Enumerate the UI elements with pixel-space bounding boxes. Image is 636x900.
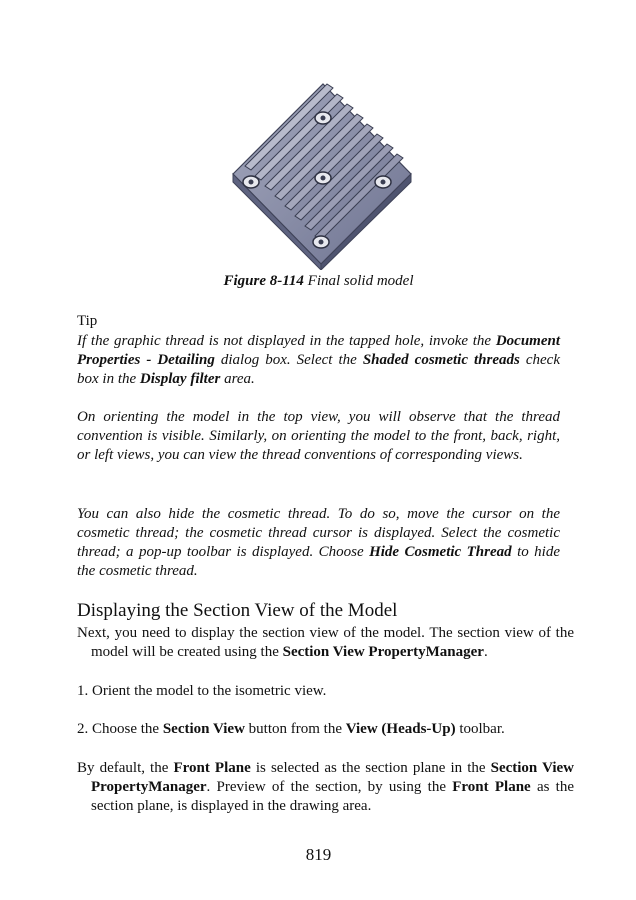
figure-label: Figure 8-114 (223, 273, 304, 289)
bold-term: Document Properties - Detailing (77, 333, 560, 368)
text-run: is selected as the section plane in the (250, 760, 491, 776)
step-1 (77, 682, 560, 701)
text-run: to hide the cosmetic thread. (77, 544, 560, 579)
tip-heading: Tip (77, 313, 98, 329)
figure-title: Final solid model (307, 273, 414, 289)
heatsink-solid-model-figure (227, 78, 417, 270)
figure-caption (77, 273, 560, 290)
tip-paragraph-3 (77, 505, 560, 581)
tip-paragraph-1 (77, 332, 560, 389)
text-run: Next, you need to display the section view of the model. The section view of the model will be created using the (77, 625, 574, 660)
text-run: If the graphic thread is not displayed in the tapped hole, invoke the (77, 333, 496, 349)
text-run: . (483, 644, 488, 660)
bold-term: Section View PropertyManager (91, 760, 575, 795)
default-plane-paragraph (77, 759, 574, 816)
bold-term: Shaded cosmetic threads (362, 352, 520, 368)
bold-term: Display filter (139, 371, 221, 387)
text-run: button from the (244, 721, 346, 737)
text-run: You can also hide the cosmetic thread. To do so, move the cursor on the cosmetic thread; the cosmetic thread cursor is displayed. Select the cosmetic thread; a pop-up toolbar is displayed. Choose (77, 506, 560, 560)
text-run: By default, the (77, 760, 174, 776)
bold-term: Section View PropertyManager (282, 644, 484, 660)
text-run: as the section plane, is displayed in the drawing area. (91, 779, 575, 814)
text-run: check box in the (77, 352, 560, 387)
section-heading: Displaying the Section View of the Model (77, 600, 398, 621)
text-run: 1. Orient the model to the isometric view. (77, 683, 327, 699)
text-run: On orienting the model in the top view, you will observe that the thread convention is visible. Similarly, on orienting the model to the front, back, right, or left views, you can view the thread conventions of corresponding views. (77, 409, 560, 463)
text-run: area. (220, 371, 255, 387)
bold-term: Front Plane (173, 760, 251, 776)
step-2 (77, 720, 560, 739)
text-run: 2. Choose the (77, 721, 163, 737)
bold-term: Hide Cosmetic Thread (369, 544, 512, 560)
bold-term: Section View (162, 721, 245, 737)
text-run: toolbar. (455, 721, 505, 737)
bold-term: Front Plane (452, 779, 531, 795)
section-intro-paragraph (77, 624, 574, 662)
page-number: 819 (305, 845, 332, 864)
bold-term: View (Heads-Up) (345, 721, 456, 737)
text-run: dialog box. Select the (214, 352, 363, 368)
tip-paragraph-2 (77, 408, 560, 465)
text-run: . Preview of the section, by using the (206, 779, 453, 795)
